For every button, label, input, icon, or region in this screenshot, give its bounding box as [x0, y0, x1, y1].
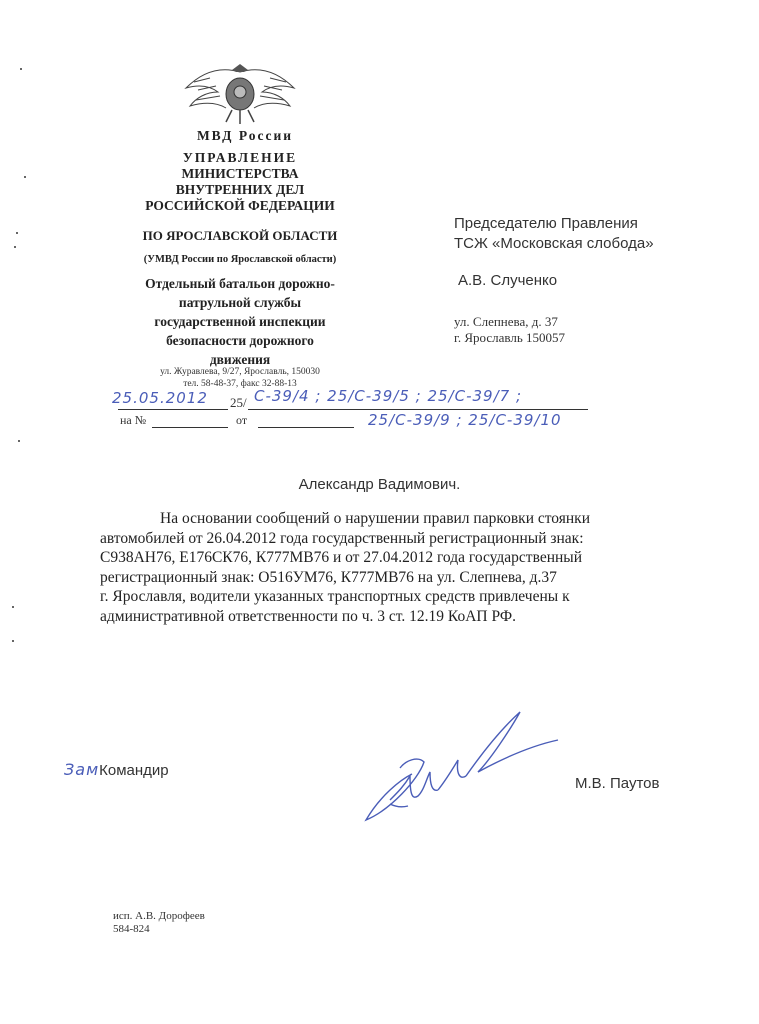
role-label: Командир	[99, 762, 169, 779]
executor-name: исп. А.В. Дорофеев	[113, 910, 205, 922]
signatory-role	[64, 760, 169, 779]
deputy-prefix: Зам	[64, 760, 100, 779]
body-line: г. Ярославля, водители указанных транспортных средств привлечены к	[100, 588, 570, 606]
scan-speck	[24, 176, 26, 178]
battalion-line: безопасности дорожного	[166, 333, 314, 348]
recipient-title	[454, 214, 654, 254]
signature-icon	[360, 700, 560, 830]
registration-numbers-line1: С-39/4 ; 25/С-39/5 ; 25/С-39/7 ;	[254, 387, 522, 405]
body-line: регистрационный знак: О516УМ76, К777МВ76 на ул. Слепнева, д.37	[100, 568, 557, 586]
date-underline	[118, 409, 228, 410]
body-line: административной ответственности по ч. 3 ст. 12.19 КоАП РФ.	[100, 607, 516, 625]
recipient-address	[454, 314, 565, 346]
battalion-line: движения	[209, 352, 271, 367]
body-line: С938АН76, Е176СК76, К777МВ76 и от 27.04.2012 года государственный	[100, 549, 582, 567]
recipient-name: А.В. Слученко	[458, 272, 558, 289]
executor-phone: 584-824	[113, 923, 150, 935]
ref-number-line	[152, 427, 228, 428]
recipient-title-line: ТСЖ «Московская слобода»	[454, 235, 654, 252]
scan-speck	[18, 440, 20, 442]
department-name	[130, 150, 350, 214]
battalion-name	[110, 274, 370, 369]
department-line: РОССИЙСКОЙ ФЕДЕРАЦИИ	[145, 198, 335, 213]
department-line: ВНУТРЕННИХ ДЕЛ	[175, 182, 305, 197]
sender-street: ул. Журавлева, 9/27, Ярославль, 150030	[160, 367, 320, 377]
body-line: На основании сообщений о нарушении правил парковки стоянки	[160, 510, 591, 527]
ref-label: на №	[120, 413, 147, 427]
battalion-line: государственной инспекции	[154, 314, 326, 329]
body-line: автомобилей от 26.04.2012 года государственный регистрационный знак:	[100, 529, 584, 547]
battalion-line: патрульной службы	[178, 295, 302, 310]
sender-phone: тел. 58-48-37, факс 32-88-13	[183, 379, 297, 389]
registration-block	[112, 387, 598, 435]
region-name: ПО ЯРОСЛАВСКОЙ ОБЛАСТИ	[142, 228, 338, 243]
greeting: Александр Вадимович.	[298, 476, 461, 493]
department-line: МИНИСТЕРСТВА	[181, 166, 299, 181]
recipient-title-line: Председателю Правления	[454, 215, 638, 232]
scan-speck	[16, 232, 18, 234]
ref-date-line	[258, 427, 354, 428]
scan-speck	[14, 246, 16, 248]
mvd-title: МВД России	[196, 128, 294, 143]
registration-date: 25.05.2012	[112, 389, 208, 407]
recipient-city: г. Ярославль 150057	[454, 330, 566, 345]
recipient-street: ул. Слепнева, д. 37	[454, 314, 558, 329]
registration-prefix: 25/	[230, 395, 247, 410]
letter-body	[100, 509, 685, 627]
numbers-underline	[248, 409, 588, 410]
battalion-line: Отдельный батальон дорожно-	[145, 276, 335, 291]
signatory-name: М.В. Паутов	[575, 775, 660, 792]
scan-speck	[12, 640, 14, 642]
short-name: (УМВД России по Ярославской области)	[143, 254, 337, 265]
emblem-icon	[180, 62, 300, 126]
scan-speck	[12, 606, 14, 608]
scan-speck	[20, 68, 22, 70]
executor-info	[113, 910, 205, 936]
registration-numbers-line2: 25/С-39/9 ; 25/С-39/10	[368, 411, 562, 429]
department-line: УПРАВЛЕНИЕ	[182, 150, 298, 165]
ref-from-label: от	[236, 413, 248, 427]
